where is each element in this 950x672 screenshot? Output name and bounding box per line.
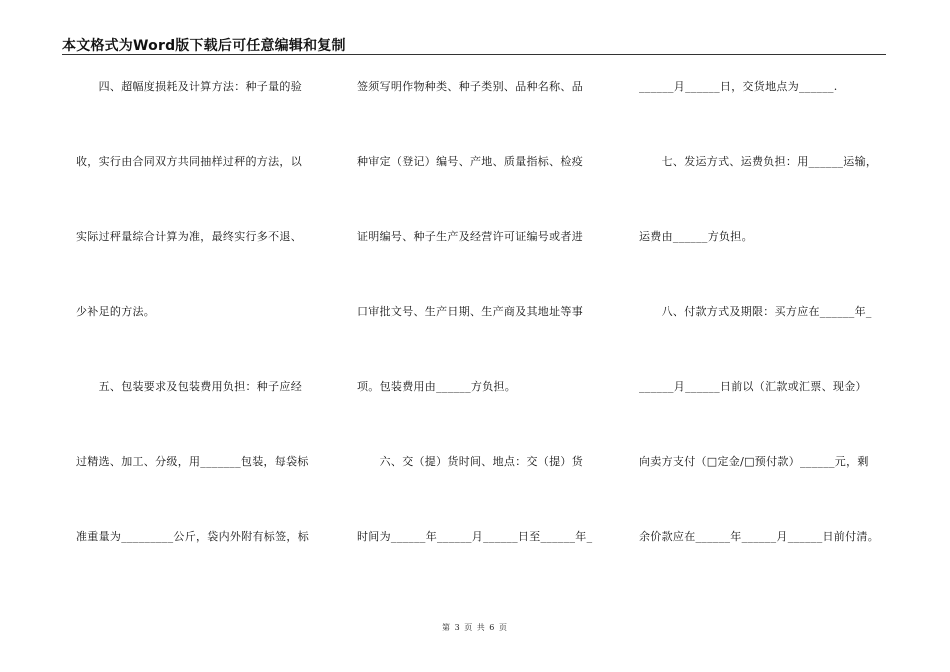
text-line: 过精选、加工、分级，用_______包装，每袋标 xyxy=(76,455,309,468)
page-number: 第 3 页 共 6 页 xyxy=(442,623,508,632)
text-line: 实际过秤量综合计算为准，最终实行多不退、 xyxy=(76,230,302,243)
text-line: 时间为______年______月______日至______年_ xyxy=(357,530,593,543)
text-line: 项。包装费用由______方负担。 xyxy=(357,380,517,393)
text-line: 八、付款方式及期限：买方应在______年_ xyxy=(639,305,872,318)
text-line: ______月______日，交货地点为______. xyxy=(639,80,838,93)
text-line: 签须写明作物种类、种子类别、品种名称、品 xyxy=(357,80,583,93)
text-line: 收，实行由合同双方共同抽样过秤的方法，以 xyxy=(76,155,302,168)
text-line: 运费由______方负担。 xyxy=(639,230,753,243)
text-line: 四、超幅度损耗及计算方法：种子量的验 xyxy=(76,80,302,93)
text-line: 证明编号、种子生产及经营许可证编号或者进 xyxy=(357,230,583,243)
text-line: 种审定（登记）编号、产地、质量指标、检疫 xyxy=(357,155,583,168)
text-line: 向卖方支付（□定金/□预付款）______元，剩 xyxy=(639,455,869,468)
header-title: 本文格式为Word版下载后可任意编辑和复制 xyxy=(62,38,346,54)
text-line: 余价款应在______年______月______日前付清。 xyxy=(639,530,879,543)
text-line: 六、交（提）货时间、地点：交（提）货 xyxy=(357,455,583,468)
text-line: ______月______日前以（汇款或汇票、现金） xyxy=(639,380,867,393)
text-line: 七、发运方式、运费负担：用______运输， xyxy=(639,155,878,168)
text-line: 少补足的方法。 xyxy=(76,305,156,318)
text-line: 口审批文号、生产日期、生产商及其地址等事 xyxy=(357,305,583,318)
text-line: 五、包装要求及包装费用负担：种子应经 xyxy=(76,380,302,393)
text-line: 准重量为_________公斤，袋内外附有标签，标 xyxy=(76,530,309,543)
document-header xyxy=(62,33,886,55)
